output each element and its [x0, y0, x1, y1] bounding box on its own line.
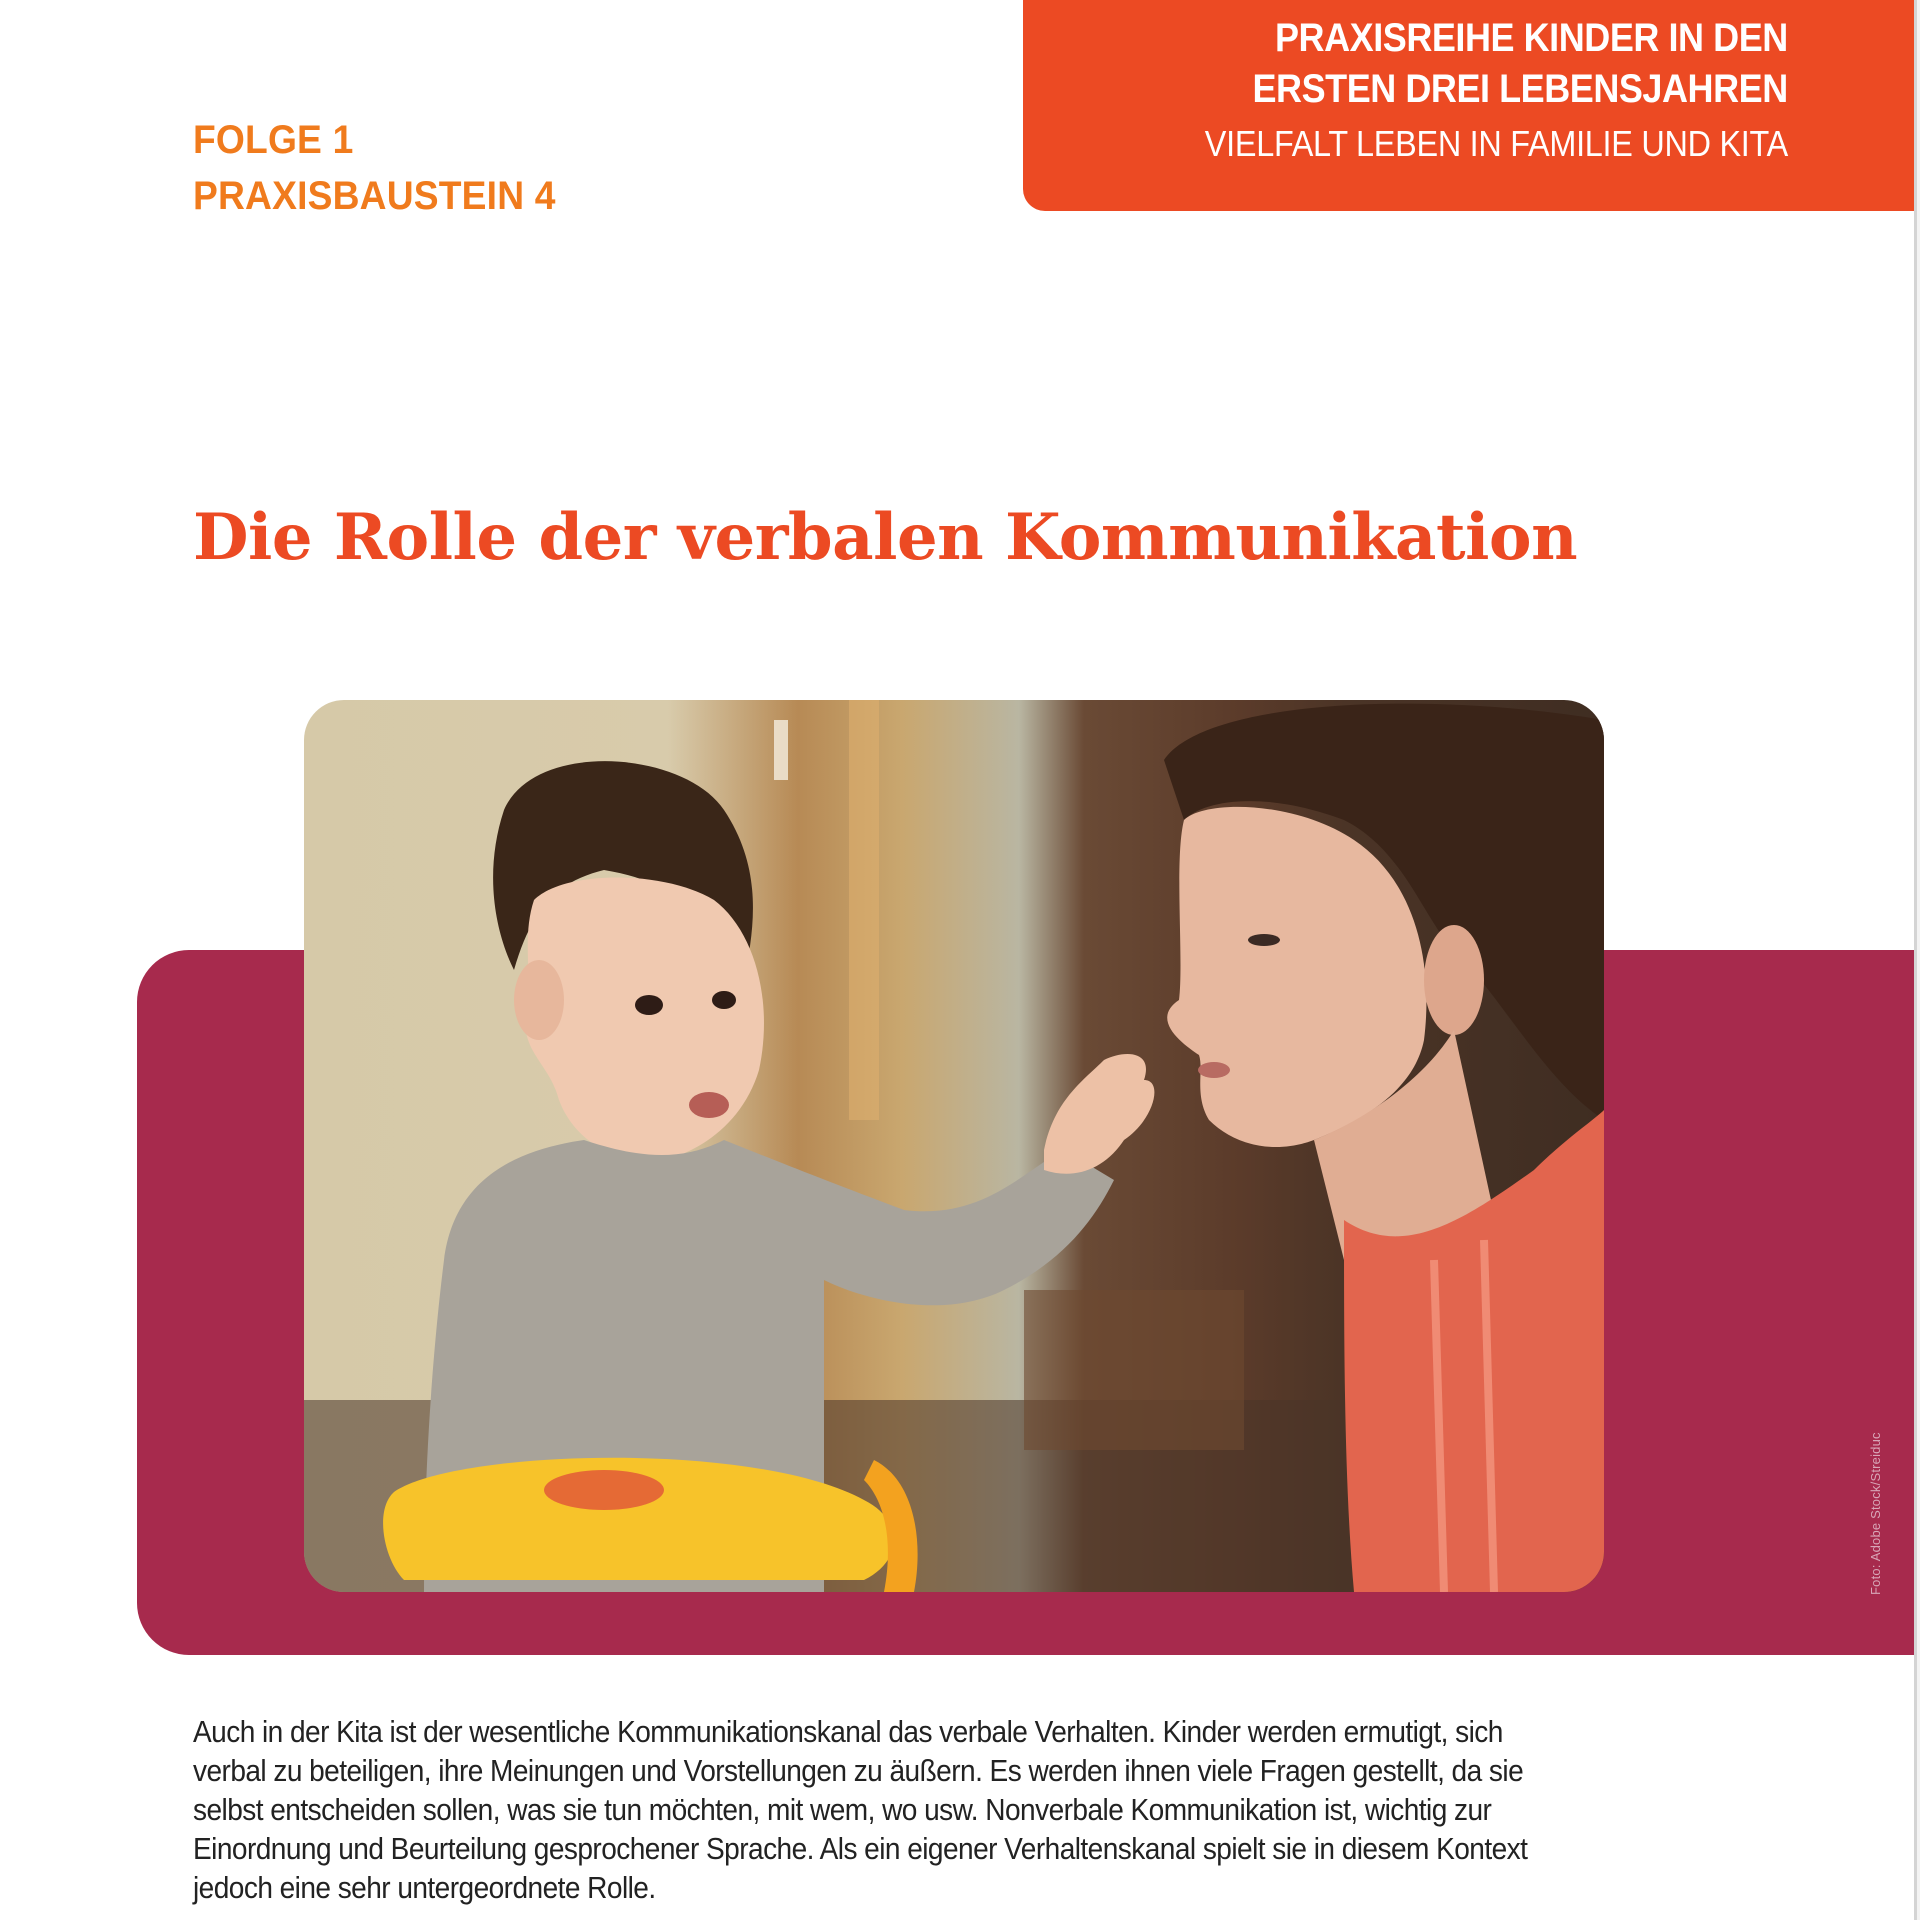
body-paragraph — [193, 1713, 1753, 1908]
photo-credit: Foto: Adobe Stock/Streiduc — [1868, 1432, 1883, 1595]
body-line: jedoch eine sehr untergeordnete Rolle. — [193, 1871, 656, 1905]
hero-photo — [304, 700, 1604, 1592]
body-line: Auch in der Kita ist der wesentliche Kommunikationskanal das verbale Verhalten. Kinder werden ermutigt, sich — [193, 1715, 1503, 1749]
module-label: PRAXISBAUSTEIN 4 — [193, 174, 556, 218]
body-line: verbal zu beteiligen, ihre Meinungen und Vorstellungen zu äußern. Es werden ihnen viele Fragen gestellt, da sie — [193, 1754, 1524, 1788]
series-title-line-2: ERSTEN DREI LEBENSJAHREN — [1252, 67, 1788, 111]
body-line: selbst entscheiden sollen, was sie tun möchten, mit wem, wo usw. Nonverbale Kommunikation ist, wichtig zur — [193, 1793, 1492, 1827]
body-line: Einordnung und Beurteilung gesprochener Sprache. Als ein eigener Verhaltenskanal spielt sie in diesem Kontext — [193, 1832, 1528, 1866]
page-title: Die Rolle der verbalen Kommunikation — [193, 500, 1578, 575]
series-title-line-1: PRAXISREIHE KINDER IN DEN — [1275, 16, 1788, 60]
episode-label: FOLGE 1 — [193, 118, 354, 162]
series-subtitle: VIELFALT LEBEN IN FAMILIE UND KITA — [1204, 123, 1788, 164]
photo-illustration — [304, 700, 1604, 1592]
series-header-panel — [1023, 0, 1914, 211]
